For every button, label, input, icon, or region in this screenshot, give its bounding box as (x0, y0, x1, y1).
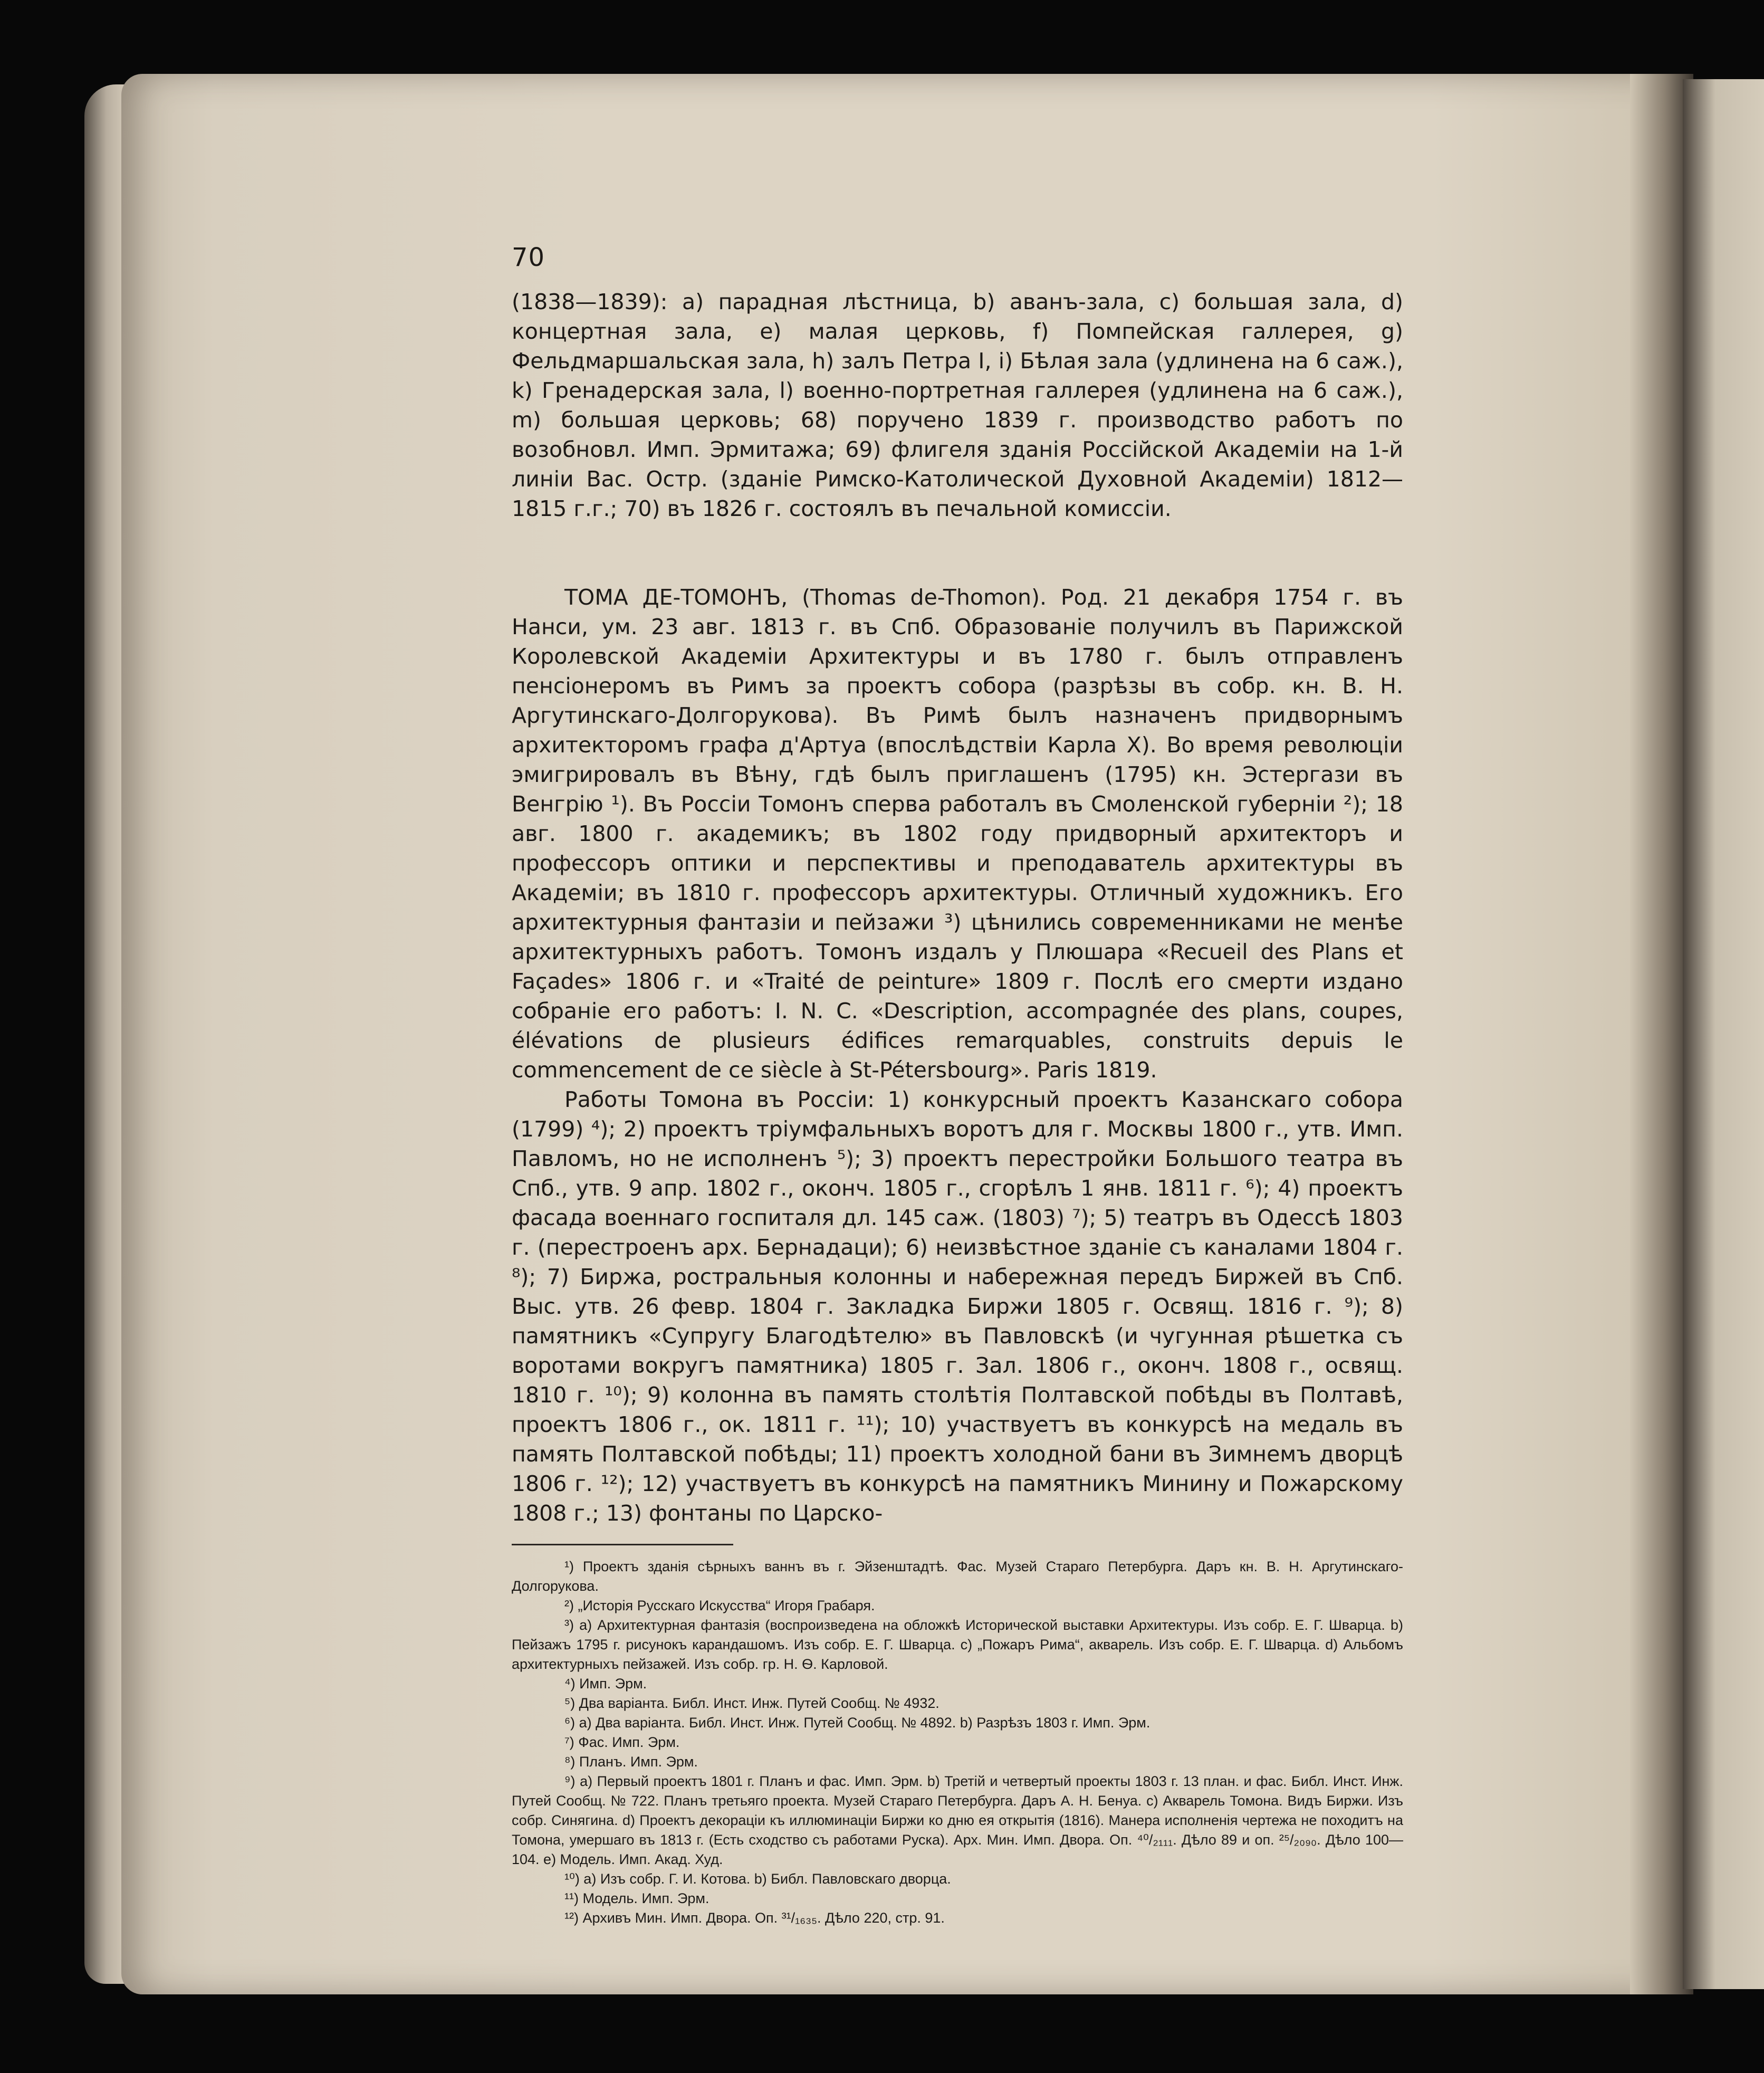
footnote: ⁸) Планъ. Имп. Эрм. (564, 1754, 698, 1770)
footnote: ³) a) Архитектурная фантазія (воспроизведена на обложкѣ Исторической выставки Архитектуры. Изъ собр. Е. Г. Шварца. b) Пейзажъ 1795 г. рисунокъ карандашомъ. Изъ собр. Е. Г. Шварца. c) „Пожаръ Рима“, акварель. Изъ собр. Е. Г. Шварца. d) Альбомъ архитектурныхъ пейзажей. Изъ собр. гр. Н. Ѳ. Карловой. (512, 1617, 1403, 1672)
footnote: ¹⁰) a) Изъ собр. Г. И. Котова. b) Библ. Павловскаго дворца. (564, 1871, 951, 1887)
footnote: ⁴) Имп. Эрм. (564, 1676, 647, 1692)
section-gap (512, 523, 1403, 582)
footnote: ²) „Исторія Русскаго Искусства“ Игоря Грабаря. (564, 1598, 875, 1613)
body-paragraph: (1838—1839): a) парадная лѣстница, b) аванъ-зала, c) большая зала, d) концертная зала, e) малая церковь, f) Помпейская галлерея, g) Фельдмаршальская зала, h) залъ Петра I, i) Бѣлая зала (удлинена на 6 саж.), k) Гренадерская зала, l) военно-портретная галлерея (удлинена на 6 саж.), m) большая церковь; 68) поручено 1839 г. производство работъ по возобновл. Имп. Эрмитажа; 69) флигеля зданія Россійской Академіи на 1-й линіи Вас. Остр. (зданіе Римско-Католической Духовной Академіи) 1812—1815 г.г.; 70) въ 1826 г. состоялъ въ печальной комиссіи. (512, 289, 1403, 521)
body-paragraph: ТОМА ДЕ-ТОМОНЪ, (Thomas de-Thomon). Род. 21 декабря 1754 г. въ Нанси, ум. 23 авг. 1813 г. въ Спб. Образованіе получилъ въ Парижской Королевской Академіи Архитектуры и въ 1780 г. былъ отправленъ пенсіонеромъ въ Римъ за проектъ собора (разрѣзы въ собр. кн. В. Н. Аргутинскаго-Долгорукова). Въ Римѣ былъ назначенъ придворнымъ архитекторомъ графа д'Артуа (впослѣдствіи Карла X). Во время революціи эмигрировалъ въ Вѣну, гдѣ былъ приглашенъ (1795) кн. Эстергази въ Венгрію ¹). Въ Россіи Томонъ сперва работалъ въ Смоленской губерніи ²); 18 авг. 1800 г. академикъ; въ 1802 году придворный архитекторъ и профессоръ оптики и перспективы и преподаватель архитектуры въ Академіи; въ 1810 г. профессоръ архитектуры. Отличный художникъ. Его архитектурныя фантазіи и пейзажи ³) цѣнились современниками не менѣе архитектурныхъ работъ. Томонъ издалъ у Плюшара «Recueil des Plans et Façades» 1806 г. и «Traité de peinture» 1809 г. Послѣ его смерти издано собраніе его работъ: I. N. C. «Description, accompagnée des plans, coupes, élévations de plusieurs édifices remarquables, construits depuis le commencement de ce siècle à St-Pétersbourg». Paris 1819. (512, 585, 1403, 1083)
footnote: ⁹) a) Первый проектъ 1801 г. Планъ и фас. Имп. Эрм. b) Третій и четвертый проекты 1803 г. 13 план. и фас. Библ. Инст. Инж. Путей Сообщ. № 722. Планъ третьяго проекта. Музей Стараго Петербурга. Даръ А. Н. Бенуа. c) Акварель Томона. Видъ Биржи. Изъ собр. Синягина. d) Проектъ декораціи къ иллюминаціи Биржи ко дню ея открытія (1816). Манера исполненія чертежа не походитъ на Томона, умершаго въ 1813 г. (Есть сходство съ работами Руска). Арх. Мин. Имп. Двора. Оп. ⁴⁰/₂₁₁₁. Дѣло 89 и оп. ²⁵/₂₀₉₀. Дѣло 100—104. e) Модель. Имп. Акад. Худ. (512, 1773, 1403, 1867)
page-content (512, 243, 1403, 1928)
facing-page-edge (1683, 79, 1764, 1989)
footnote: ¹¹) Модель. Имп. Эрм. (564, 1890, 710, 1906)
body-paragraph: Работы Томона въ Россіи: 1) конкурсный проектъ Казанскаго собора (1799) ⁴); 2) проектъ тріумфальныхъ воротъ для г. Москвы 1800 г., утв. Имп. Павломъ, но не исполненъ ⁵); 3) проектъ перестройки Большого театра въ Спб., утв. 9 апр. 1802 г., оконч. 1805 г., сгорѣлъ 1 янв. 1811 г. ⁶); 4) проектъ фасада военнаго госпиталя дл. 145 саж. (1803) ⁷); 5) театръ въ Одессѣ 1803 г. (перестроенъ арх. Бернадаци); 6) неизвѣстное зданіе съ каналами 1804 г. ⁸); 7) Биржа, ростральныя колонны и набережная передъ Биржей въ Спб. Выс. утв. 26 февр. 1804 г. Закладка Биржи 1805 г. Освящ. 1816 г. ⁹); 8) памятникъ «Супругу Благодѣтелю» въ Павловскѣ (и чугунная рѣшетка съ воротами вокругъ памятника) 1805 г. Зал. 1806 г., оконч. 1808 г., освящ. 1810 г. ¹⁰); 9) колонна въ память столѣтія Полтавской побѣды въ Полтавѣ, проектъ 1806 г., ок. 1811 г. ¹¹); 10) участвуетъ въ конкурсѣ на медаль въ память Полтавской побѣды; 11) проектъ холодной бани въ Зимнемъ дворцѣ 1806 г. ¹²); 12) участвуетъ въ конкурсѣ на памятникъ Минину и Пожарскому 1808 г.; 13) фонтаны по Царско- (512, 1087, 1403, 1526)
footnote: ¹²) Архивъ Мин. Имп. Двора. Оп. ³¹/₁₆₃₅. Дѣло 220, стр. 91. (564, 1910, 945, 1926)
footnote: ⁶) a) Два варіанта. Библ. Инст. Инж. Путей Сообщ. № 4892. b) Разрѣзъ 1803 г. Имп. Эрм. (564, 1715, 1151, 1731)
footnotes (512, 1544, 1403, 1928)
footnote: ⁷) Фас. Имп. Эрм. (564, 1734, 680, 1750)
footnote: ¹) Проектъ зданія сѣрныхъ ваннъ въ г. Эйзенштадтѣ. Фас. Музей Стараго Петербурга. Даръ кн. В. Н. Аргутинскаго-Долгорукова. (512, 1559, 1403, 1594)
page-number: 70 (512, 243, 545, 272)
footnote-rule (512, 1544, 733, 1545)
footnote: ⁵) Два варіанта. Библ. Инст. Инж. Путей Сообщ. № 4932. (564, 1695, 939, 1711)
